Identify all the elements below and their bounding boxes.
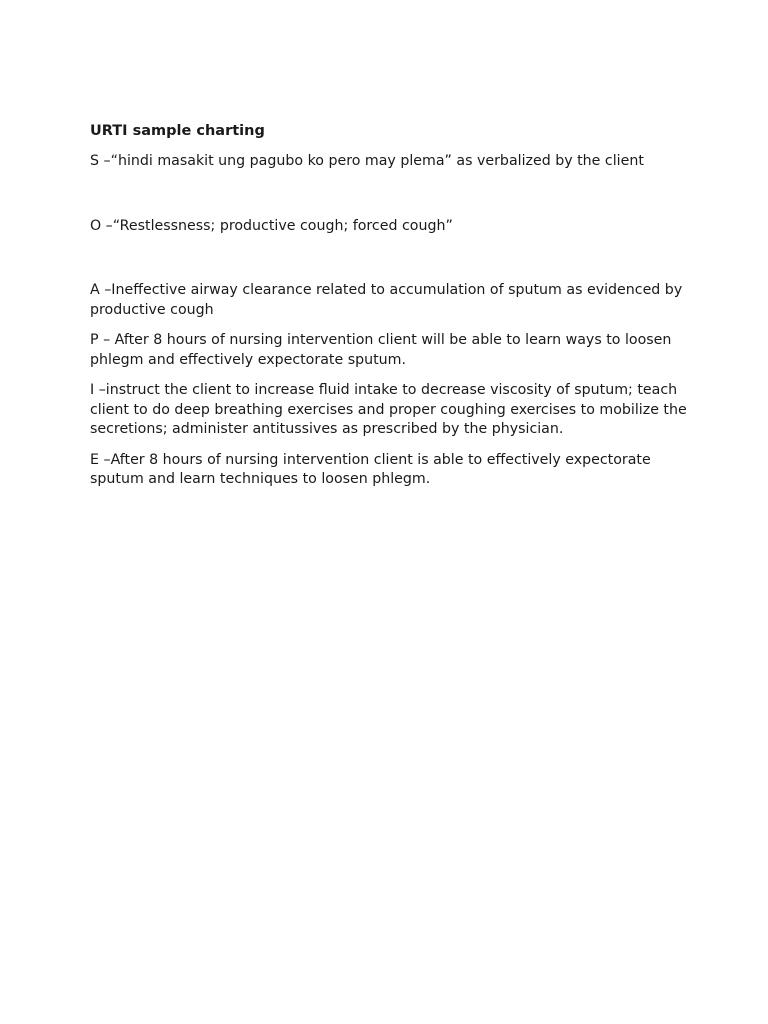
entry-objective: O –“Restlessness; productive cough; forced cough”: [90, 217, 453, 234]
entry-evaluation: E –After 8 hours of nursing intervention client is able to effectively expectorate sputum and learn techniques to loosen phlegm.: [90, 451, 651, 487]
document-title: URTI sample charting: [90, 123, 265, 139]
entry-plan: P – After 8 hours of nursing intervention client will be able to learn ways to loosen phlegm and effectively expectorate sputum.: [90, 332, 672, 368]
entry-intervention: I –instruct the client to increase fluid intake to decrease viscosity of sputum; teach client to do deep breathing exercises and proper coughing exercises to mobilize the secretions; administer antitussives as prescribed by the physician.: [90, 382, 687, 437]
document-content: [90, 121, 690, 490]
entry-assessment: A –Ineffective airway clearance related to accumulation of sputum as evidenced by productive cough: [90, 282, 683, 318]
entry-subjective: S –“hindi masakit ung pagubo ko pero may plema” as verbalized by the client: [90, 153, 644, 169]
